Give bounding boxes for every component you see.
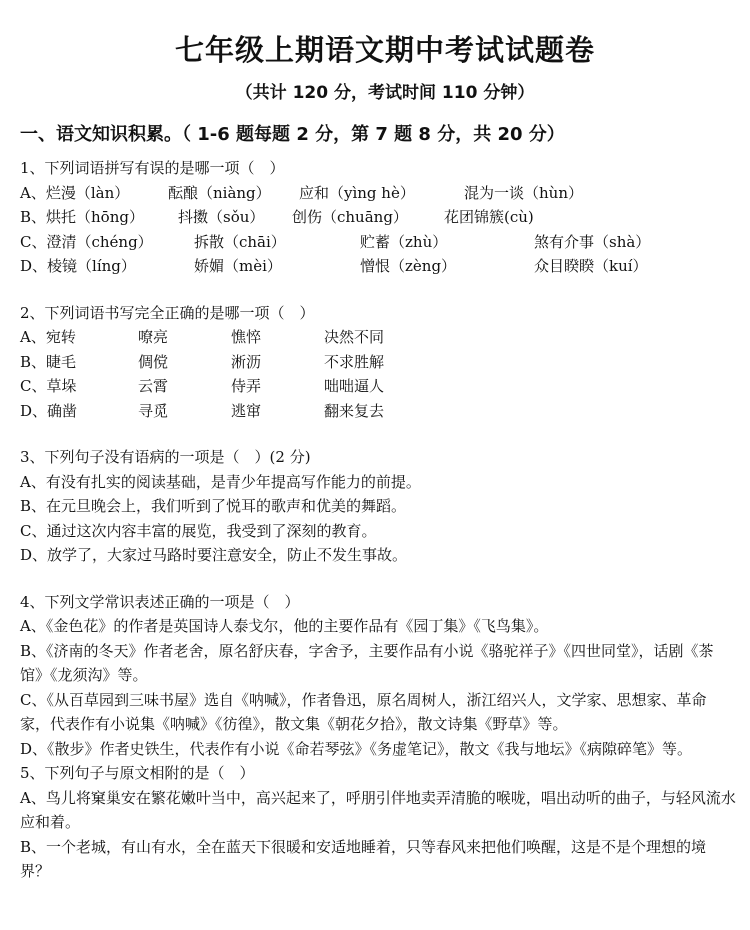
option-d: D、放学了，大家过马路时要注意安全，防止不发生事故。	[20, 546, 408, 564]
option-word: B、烘托（hōng）	[20, 208, 144, 226]
option-b: B、《济南的冬天》作者老舍，原名舒庆春，字舍予，主要作品有小说《骆驼祥子》《四世同堂》，话剧《茶馆》《龙须沟》等。	[20, 641, 714, 684]
option-word: 寻觅	[138, 401, 169, 420]
option-word: C、澄清（chéng）	[20, 232, 153, 251]
option-c: C、《从百草园到三味书屋》选自《呐喊》，作者鲁迅，原名周树人，浙江绍兴人，文学家、思想家、革命家，代表作有小说集《呐喊》《彷徨》，散文集《朝花夕拾》，散文诗集《野草》等。	[20, 690, 707, 733]
option-c: C、通过这次内容丰富的展览，我受到了深刻的教育。	[20, 521, 377, 540]
option-word: D、棱镜（líng）	[20, 257, 136, 275]
option-c	[20, 374, 750, 399]
option-b: B、一个老城，有山有水，全在蓝天下很暖和安适地睡着，只等春风来把他们唤醒，这是不是个理想的境界？	[20, 837, 707, 880]
option-word: C、草垛	[20, 377, 77, 395]
option-word: 憔悴	[231, 328, 262, 346]
question-3	[20, 445, 750, 568]
section-heading: 一、语文知识积累。（ 1-6 题每题 2 分，第 7 题 8 分，共 20 分）	[20, 124, 565, 145]
option-a	[20, 181, 750, 206]
option-word: A、宛转	[20, 328, 76, 346]
option-d: D、《散步》作者史铁生，代表作有小说《命若琴弦》《务虚笔记》，散文《我与地坛》《病隙碎笔》等。	[20, 739, 693, 758]
question-stem: 4、下列文学常识表述正确的一项是（ ）	[20, 592, 300, 611]
option-word: 应和（yìng hè）	[299, 183, 415, 202]
question-2	[20, 301, 750, 424]
option-word: 不求胜解	[324, 352, 385, 371]
question-stem: 5、下列句子与原文相附的是（ ）	[20, 764, 255, 782]
option-word: 贮蓄（zhù）	[360, 232, 448, 251]
option-word: 咄咄逼人	[324, 377, 385, 395]
option-word: 憎恨（zèng）	[360, 257, 457, 275]
option-word: B、睫毛	[20, 352, 77, 371]
option-d	[20, 399, 750, 424]
question-4	[20, 590, 750, 762]
option-b	[20, 350, 750, 375]
option-word: 抖擞（sǒu）	[178, 208, 265, 226]
exam-info: （共计 120 分，考试时间 110 分钟）	[235, 83, 535, 103]
option-word: 嘹亮	[138, 328, 169, 346]
option-word: 煞有介事（shà）	[534, 232, 651, 251]
option-a: A、有没有扎实的阅读基础，是青少年提高写作能力的前提。	[20, 472, 421, 491]
option-b: B、在元旦晚会上，我们听到了悦耳的歌声和优美的舞蹈。	[20, 497, 407, 515]
page-title: 七年级上期语文期中考试试题卷	[174, 33, 595, 67]
option-word: 混为一谈（hùn）	[464, 183, 583, 202]
option-word: 花团锦簇(cù)	[444, 208, 534, 226]
question-stem: 3、下列句子没有语病的一项是（ ）(2 分)	[20, 448, 311, 466]
option-word: 众目睽睽（kuí）	[534, 257, 648, 275]
question-stem: 1、下列词语拼写有误的是哪一项（ ）	[20, 159, 285, 177]
option-word: 娇媚（mèi）	[194, 257, 282, 275]
option-b	[20, 205, 750, 230]
option-word: 决然不同	[324, 328, 385, 346]
question-stem: 2、下列词语书写完全正确的是哪一项（ ）	[20, 303, 315, 322]
option-a: A、《金色花》的作者是英国诗人泰戈尔，他的主要作品有《园丁集》《飞鸟集》。	[20, 617, 549, 635]
option-c	[20, 230, 750, 255]
option-word: 逃窜	[231, 401, 262, 420]
option-word: 翻来复去	[324, 401, 385, 420]
question-5	[20, 761, 750, 884]
option-a: A、鸟儿将窠巢安在繁花嫩叶当中，高兴起来了，呼朋引伴地卖弄清脆的喉咙，唱出动听的曲子，与轻风流水应和着。	[20, 788, 736, 831]
option-d	[20, 254, 750, 279]
option-word: 拆散（chāi）	[194, 232, 286, 251]
option-word: D、确凿	[20, 401, 78, 420]
option-word: 倜傥	[138, 352, 169, 371]
option-word: 淅沥	[231, 352, 262, 371]
option-word: A、烂漫（làn）	[20, 183, 130, 202]
option-a	[20, 325, 750, 350]
option-word: 云霄	[138, 377, 169, 395]
question-1	[20, 156, 750, 279]
option-word: 侍弄	[231, 377, 262, 395]
option-word: 酝酿（niàng）	[168, 183, 271, 202]
option-word: 创伤（chuāng）	[292, 208, 408, 226]
